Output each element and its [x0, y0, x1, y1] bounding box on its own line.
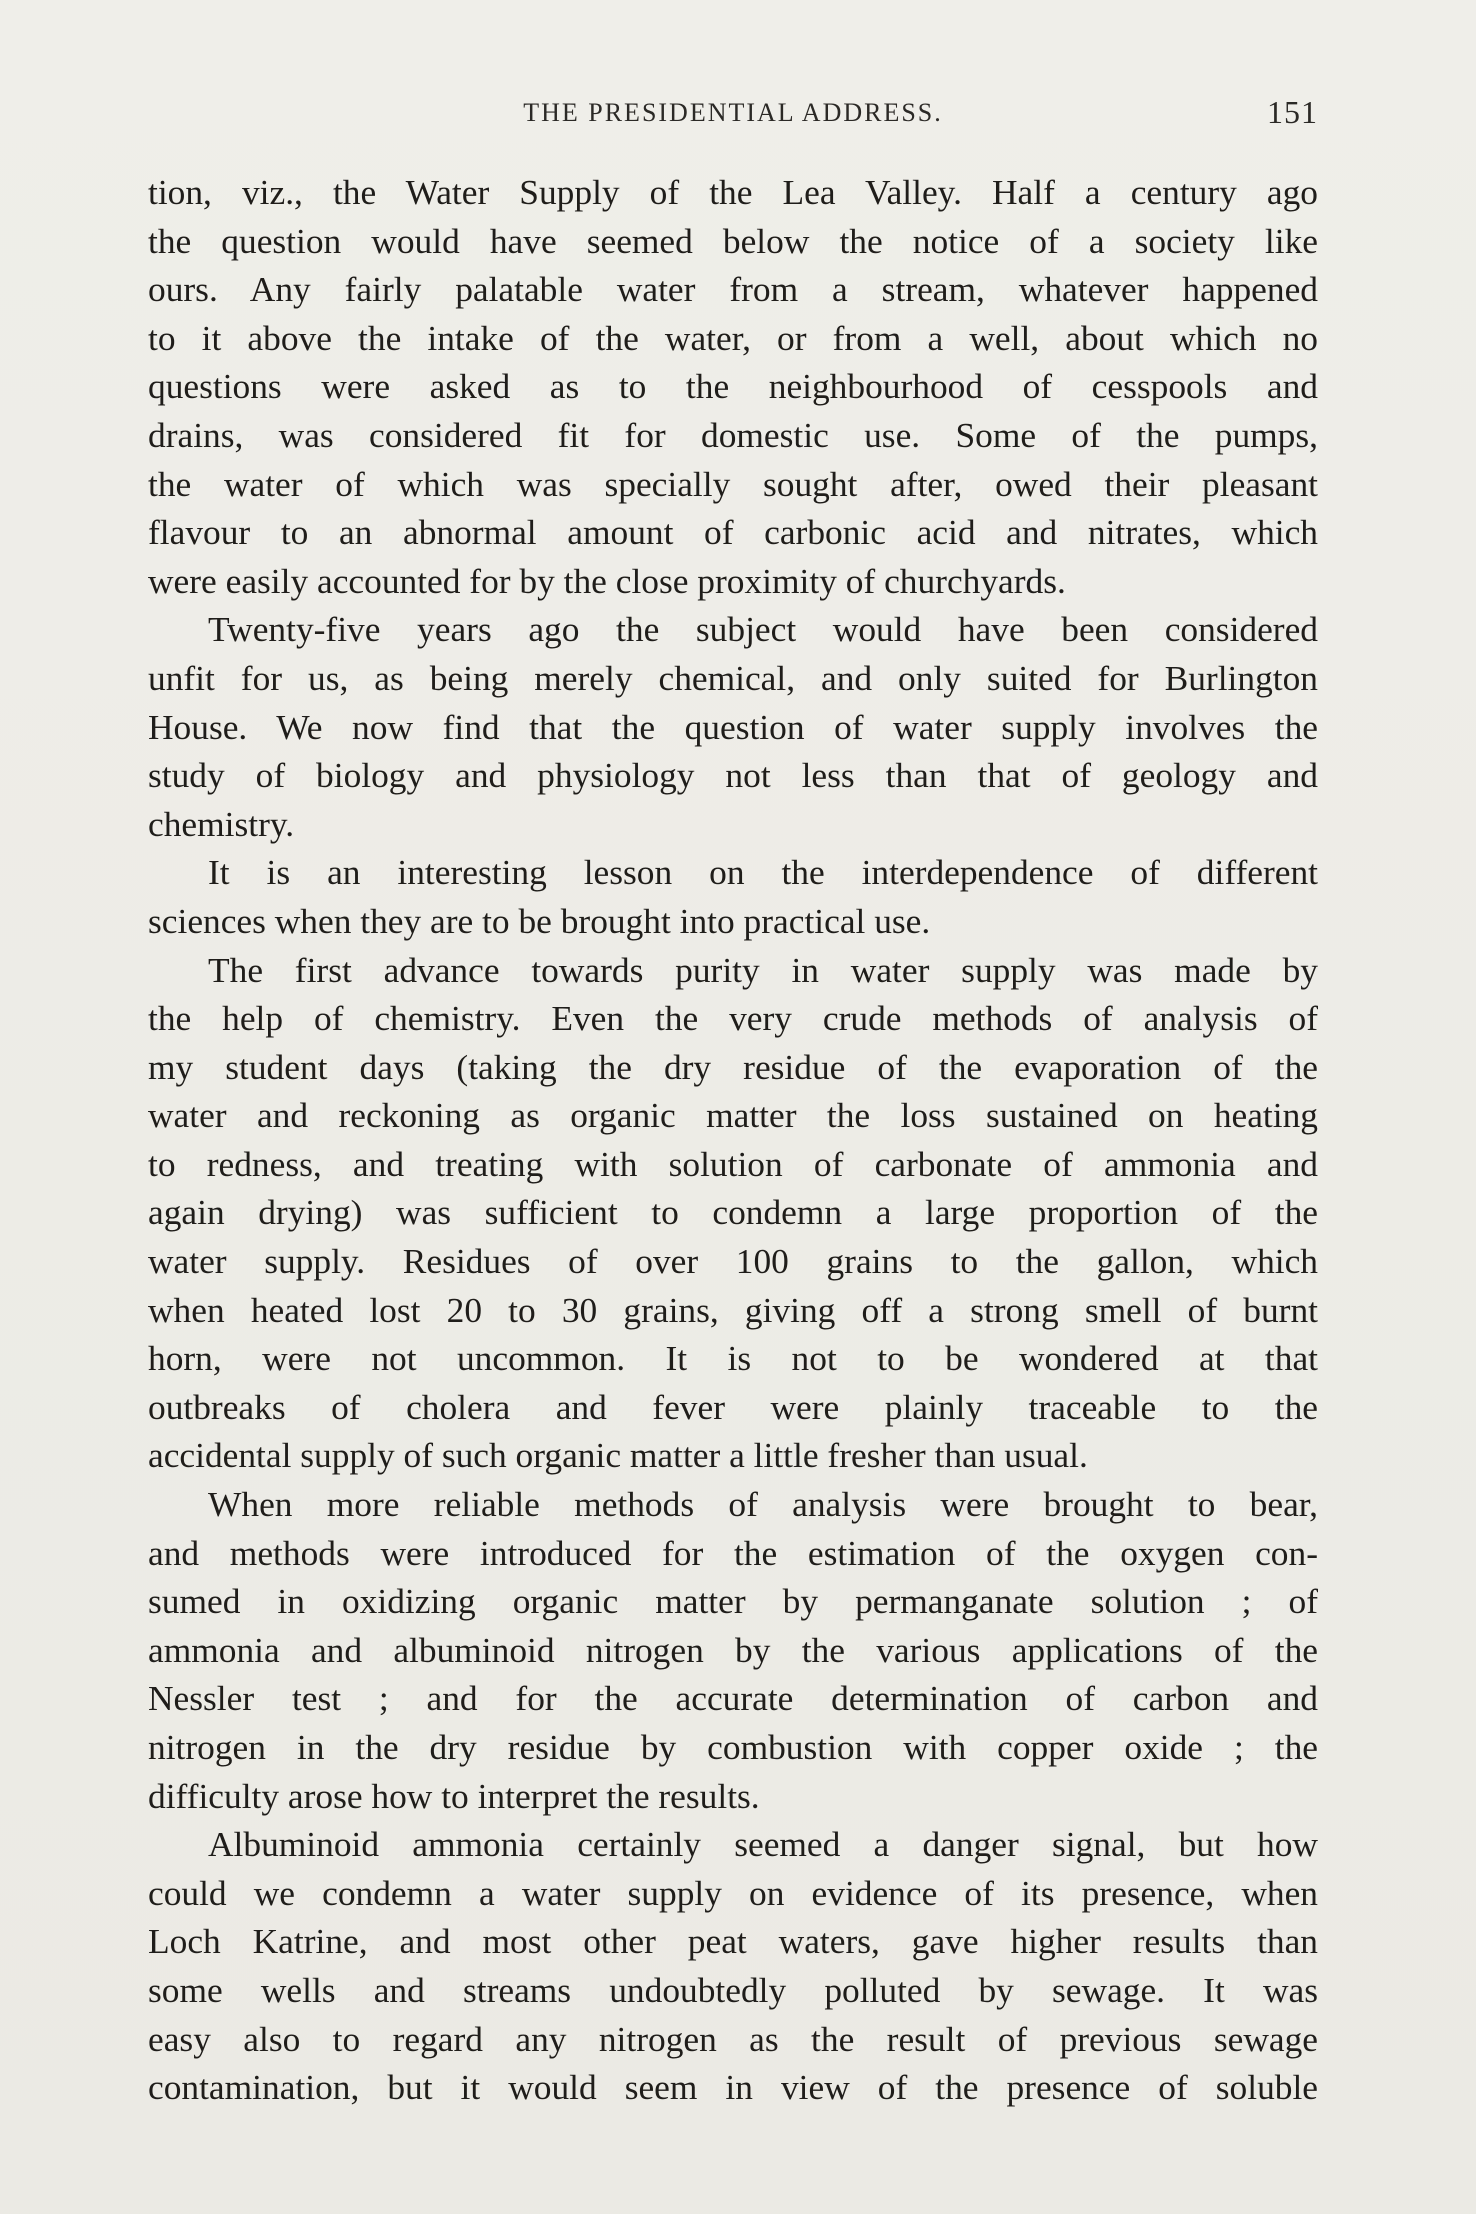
body-text	[148, 168, 1318, 2112]
text-line: water supply. Residues of over 100 grains to the gallon, which	[148, 1241, 1318, 1282]
text-line: accidental supply of such organic matter a little fresher than usual.	[148, 1435, 1088, 1476]
text-line: when heated lost 20 to 30 grains, giving off a strong smell of burnt	[148, 1289, 1318, 1330]
text-line: unfit for us, as being merely chemical, and only suited for Burlington	[148, 657, 1318, 698]
text-line: tion, viz., the Water Supply of the Lea Valley. Half a century ago	[148, 172, 1318, 212]
text-line: the help of chemistry. Even the very crude methods of analysis of	[148, 998, 1318, 1039]
text-line: the question would have seemed below the notice of a society like	[148, 220, 1318, 261]
text-line: difficulty arose how to interpret the results.	[148, 1775, 760, 1816]
text-line: It is an interesting lesson on the interdependence of different	[208, 852, 1318, 893]
text-line: Albuminoid ammonia certainly seemed a danger signal, but how	[208, 1824, 1318, 1865]
text-line: to redness, and treating with solution of carbonate of ammonia and	[148, 1143, 1318, 1184]
running-head	[148, 94, 1318, 138]
text-line: horn, were not uncommon. It is not to be wondered at that	[148, 1338, 1318, 1379]
text-line: ours. Any fairly palatable water from a stream, whatever happened	[148, 269, 1318, 310]
text-line: drains, was considered fit for domestic use. Some of the pumps,	[148, 414, 1318, 455]
text-line: to it above the intake of the water, or from a well, about which no	[148, 317, 1318, 358]
text-line: easy also to regard any nitrogen as the result of previous sewage	[148, 2018, 1318, 2059]
text-line: nitrogen in the dry residue by combustion with copper oxide ; the	[148, 1727, 1318, 1767]
text-line: questions were asked as to the neighbourhood of cesspools and	[148, 366, 1318, 407]
text-line: sciences when they are to be brought into practical use.	[148, 900, 931, 941]
text-line: water and reckoning as organic matter the loss sustained on heating	[148, 1095, 1318, 1136]
text-line: again drying) was sufficient to condemn a large proportion of the	[148, 1192, 1318, 1233]
text-line: flavour to an abnormal amount of carbonic acid and nitrates, which	[148, 512, 1318, 553]
text-line: contamination, but it would seem in view of the presence of soluble	[148, 2067, 1318, 2108]
text-line: Nessler test ; and for the accurate determination of carbon and	[148, 1678, 1318, 1719]
text-line: and methods were introduced for the estimation of the oxygen con-	[148, 1532, 1318, 1573]
text-line: could we condemn a water supply on evidence of its presence, when	[148, 1872, 1318, 1913]
text-line: Loch Katrine, and most other peat waters, gave higher results than	[148, 1921, 1318, 1962]
text-line: sumed in oxidizing organic matter by permanganate solution ; of	[148, 1581, 1318, 1622]
text-line: chemistry.	[148, 803, 295, 844]
text-line: study of biology and physiology not less than that of geology and	[148, 755, 1318, 796]
text-line: outbreaks of cholera and fever were plainly traceable to the	[148, 1386, 1318, 1427]
text-line: the water of which was specially sought after, owed their pleasant	[148, 463, 1318, 504]
text-line: some wells and streams undoubtedly polluted by sewage. It was	[148, 1969, 1318, 2010]
text-line: Twenty-five years ago the subject would have been considered	[208, 609, 1318, 650]
text-line: The first advance towards purity in water supply was made by	[208, 949, 1318, 990]
text-line: my student days (taking the dry residue of the evaporation of the	[148, 1046, 1318, 1087]
running-title: THE PRESIDENTIAL ADDRESS.	[523, 98, 943, 127]
page-number: 151	[1267, 94, 1318, 130]
text-line: were easily accounted for by the close proximity of churchyards.	[148, 560, 1066, 601]
text-line: When more reliable methods of analysis were brought to bear,	[208, 1484, 1318, 1525]
text-line: ammonia and albuminoid nitrogen by the various applications of the	[148, 1629, 1318, 1670]
text-line: House. We now find that the question of water supply involves the	[148, 706, 1318, 747]
